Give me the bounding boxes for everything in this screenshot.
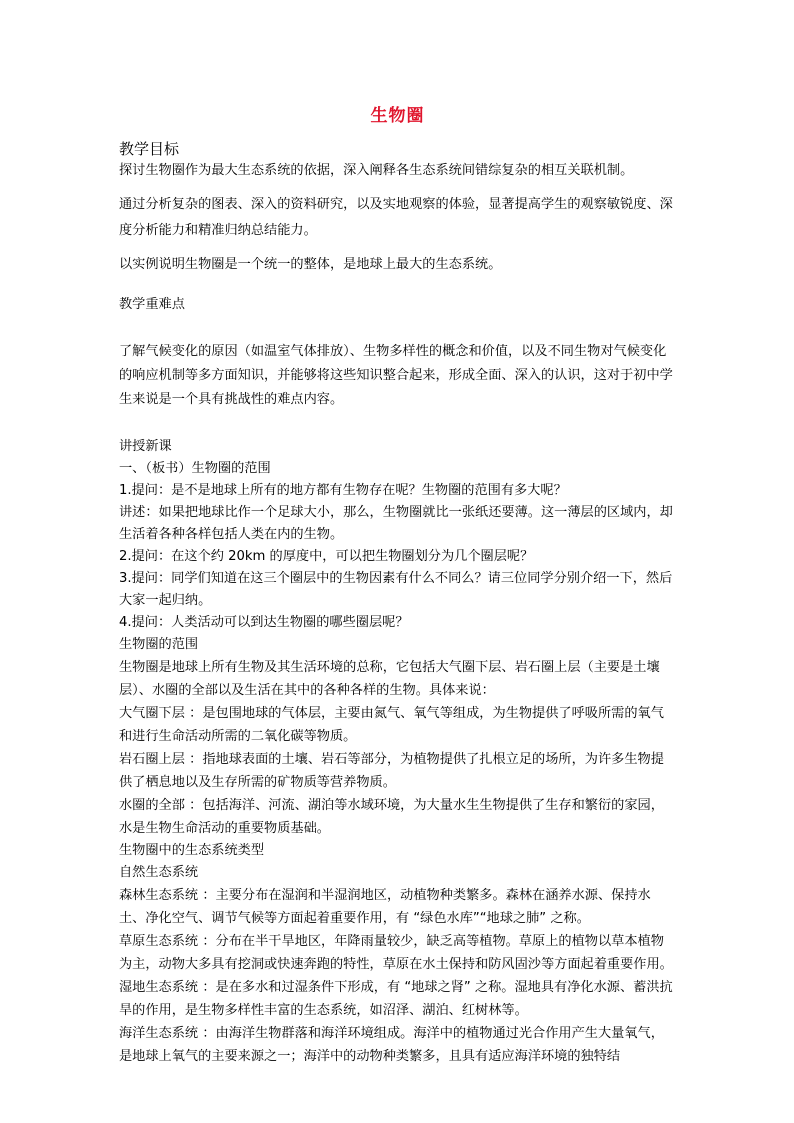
ecosystem-types-heading: 生物圈中的生态系统类型 — [119, 843, 265, 858]
question-2: 2.提问：在这个约 20km 的厚度中，可以把生物圈划分为几个圈层呢？ — [119, 549, 534, 564]
difficulty-paragraph: 了解气候变化的原因（如温室气体排放）、生物多样性的概念和价值，以及不同生物对气候变化的响应机制等多方面知识，并能够将这些知识整合起来，形成全面、深入的认识，这对于初中学生来说是一个具有挑战性的难点内容。 — [119, 344, 673, 407]
section-heading-scope: 一、（板书）生物圈的范围 — [119, 461, 271, 476]
objectives-paragraph-2: 通过分析复杂的图表、深入的资料研究，以及实地观察的体验，显著提高学生的观察敏锐度、深度分析能力和精准归纳总结能力。 — [119, 197, 673, 238]
grassland-ecosystem-paragraph: 草原生态系统 ：分布在半干旱地区，年降雨量较少，缺乏高等植物。草原上的植物以草本植物为主，动物大多具有挖洞或快速奔跑的特性，草原在水土保持和防风固沙等方面起着重要作用。 — [119, 934, 673, 972]
question-1: 1.提问：是不是地球上所有的地方都有生物存在呢？生物圈的范围有多大呢？ — [119, 483, 567, 498]
lesson-heading: 讲授新课 — [119, 439, 172, 454]
forest-ecosystem-paragraph: 森林生态系统 ：主要分布在湿润和半湿润地区，动植物种类繁多。森林在涵养水源、保持水土、净化空气、调节气候等方面起着重要作用，有 “绿色水库”“地球之肺” 之称。 — [119, 888, 651, 926]
ocean-ecosystem-paragraph: 海洋生态系统 ：由海洋生物群落和海洋环境组成。海洋中的植物通过光合作用产生大量氧气，是地球上氧气的主要来源之一；海洋中的动物种类繁多，且具有适应海洋环境的独特结 — [119, 1026, 664, 1064]
objectives-heading: 教学目标 — [119, 140, 180, 158]
explanation: 讲述：如果把地球比作一个足球大小，那么，生物圈就比一张纸还要薄。这一薄层的区域内，却生活着各种各样包括人类在内的生物。 — [119, 505, 673, 542]
question-3: 3.提问：同学们知道在这三个圈层中的生物因素有什么不同么？请三位同学分别介绍一下，然后大家一起归纳。 — [119, 571, 673, 608]
document-title: 生物圈 — [370, 106, 425, 126]
lithosphere-paragraph: 岩石圈上层 ：指地球表面的土壤、岩石等部分，为植物提供了扎根立足的场所，为许多生物提供了栖息地以及生存所需的矿物质等营养物质。 — [119, 752, 664, 790]
wetland-ecosystem-paragraph: 湿地生态系统 ：是在多水和过湿条件下形成，有 “地球之肾” 之称。湿地具有净化水源、蓄洪抗旱的作用，是生物多样性丰富的生态系统，如沼泽、湖泊、红树林等。 — [119, 980, 673, 1018]
hydrosphere-paragraph: 水圈的全部 ：包括海洋、河流、湖泊等水域环境，为大量水生生物提供了生存和繁衍的家园，水是生物生命活动的重要物质基础。 — [119, 798, 664, 836]
scope-intro: 生物圈是地球上所有生物及其生活环境的总称，它包括大气圈下层、岩石圈上层（主要是土壤层）、水圈的全部以及生活在其中的各种各样的生物。具体来说： — [119, 660, 660, 698]
question-4: 4.提问：人类活动可以到达生物圈的哪些圈层呢？ — [119, 615, 409, 630]
natural-ecosystem-heading: 自然生态系统 — [119, 865, 199, 880]
scope-heading: 生物圈的范围 — [119, 637, 199, 652]
atmosphere-paragraph: 大气圈下层 ：是包围地球的气体层，主要由氮气、氧气等组成，为生物提供了呼吸所需的氧气和进行生命活动所需的二氧化碳等物质。 — [119, 706, 664, 744]
objectives-paragraph-1: 探讨生物圈作为最大生态系统的依据，深入阐释各生态系统间错综复杂的相互关联机制。 — [119, 163, 634, 178]
difficulty-heading: 教学重难点 — [119, 297, 185, 312]
objectives-paragraph-3: 以实例说明生物圈是一个统一的整体，是地球上最大的生态系统。 — [119, 257, 502, 272]
